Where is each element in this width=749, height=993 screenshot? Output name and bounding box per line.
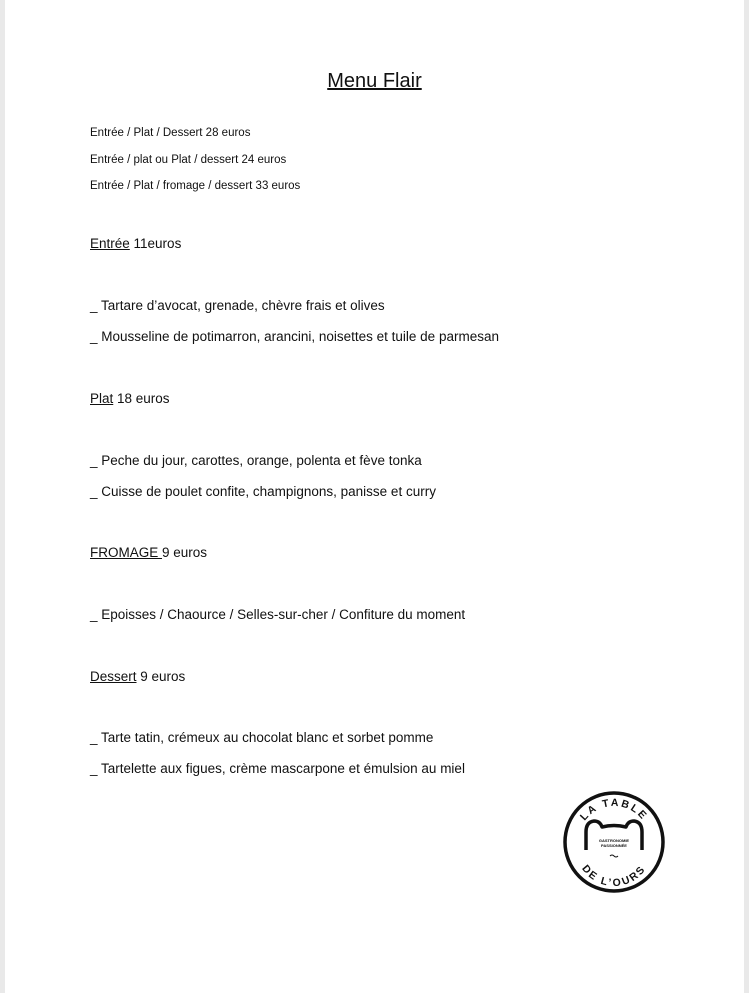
- logo-tagline-2: PASSIONNÉE: [601, 843, 627, 848]
- menu-item: _ Tartare d’avocat, grenade, chèvre frais et olives: [90, 298, 385, 313]
- menu-item: _ Epoisses / Chaource / Selles-sur-cher / Confiture du moment: [90, 607, 466, 622]
- menu-title: Menu Flair: [327, 70, 422, 92]
- formule-line: Entrée / plat ou Plat / dessert 24 euros: [90, 154, 287, 166]
- menu-page: [5, 0, 744, 993]
- menu-item: _ Mousseline de potimarron, arancini, noisettes et tuile de parmesan: [90, 329, 499, 344]
- restaurant-logo: [562, 790, 666, 894]
- formule-line: Entrée / Plat / Dessert 28 euros: [90, 127, 251, 139]
- logo-tagline-1: GASTRONOMIE: [598, 838, 630, 843]
- section-heading-label: Dessert: [90, 669, 137, 684]
- menu-item: _ Peche du jour, carottes, orange, polenta et fève tonka: [90, 453, 422, 468]
- section-heading-label: Entrée: [90, 236, 130, 251]
- section-price: 18 euros: [113, 391, 170, 406]
- logo-bottom-text: DE L’OURS: [579, 862, 649, 890]
- logo-top-text: LA TABLE: [577, 796, 651, 823]
- section-heading-label: FROMAGE: [90, 545, 163, 560]
- menu-item: _ Cuisse de poulet confite, champignons, panisse et curry: [90, 484, 436, 499]
- section-heading-label: Plat: [90, 391, 114, 406]
- section-heading-plat: [90, 391, 170, 406]
- menu-item: _ Tarte tatin, crémeux au chocolat blanc et sorbet pomme: [90, 730, 434, 745]
- menu-item: _ Tartelette aux figues, crème mascarpone et émulsion au miel: [90, 761, 465, 776]
- section-heading-dessert: [90, 669, 185, 684]
- section-price: 9 euros: [136, 669, 186, 684]
- formule-line: Entrée / Plat / fromage / dessert 33 euros: [90, 180, 301, 192]
- section-heading-entree: [90, 236, 181, 251]
- section-price: 9 euros: [162, 545, 208, 560]
- section-heading-fromage: [90, 545, 207, 560]
- section-price: 11euros: [129, 236, 182, 251]
